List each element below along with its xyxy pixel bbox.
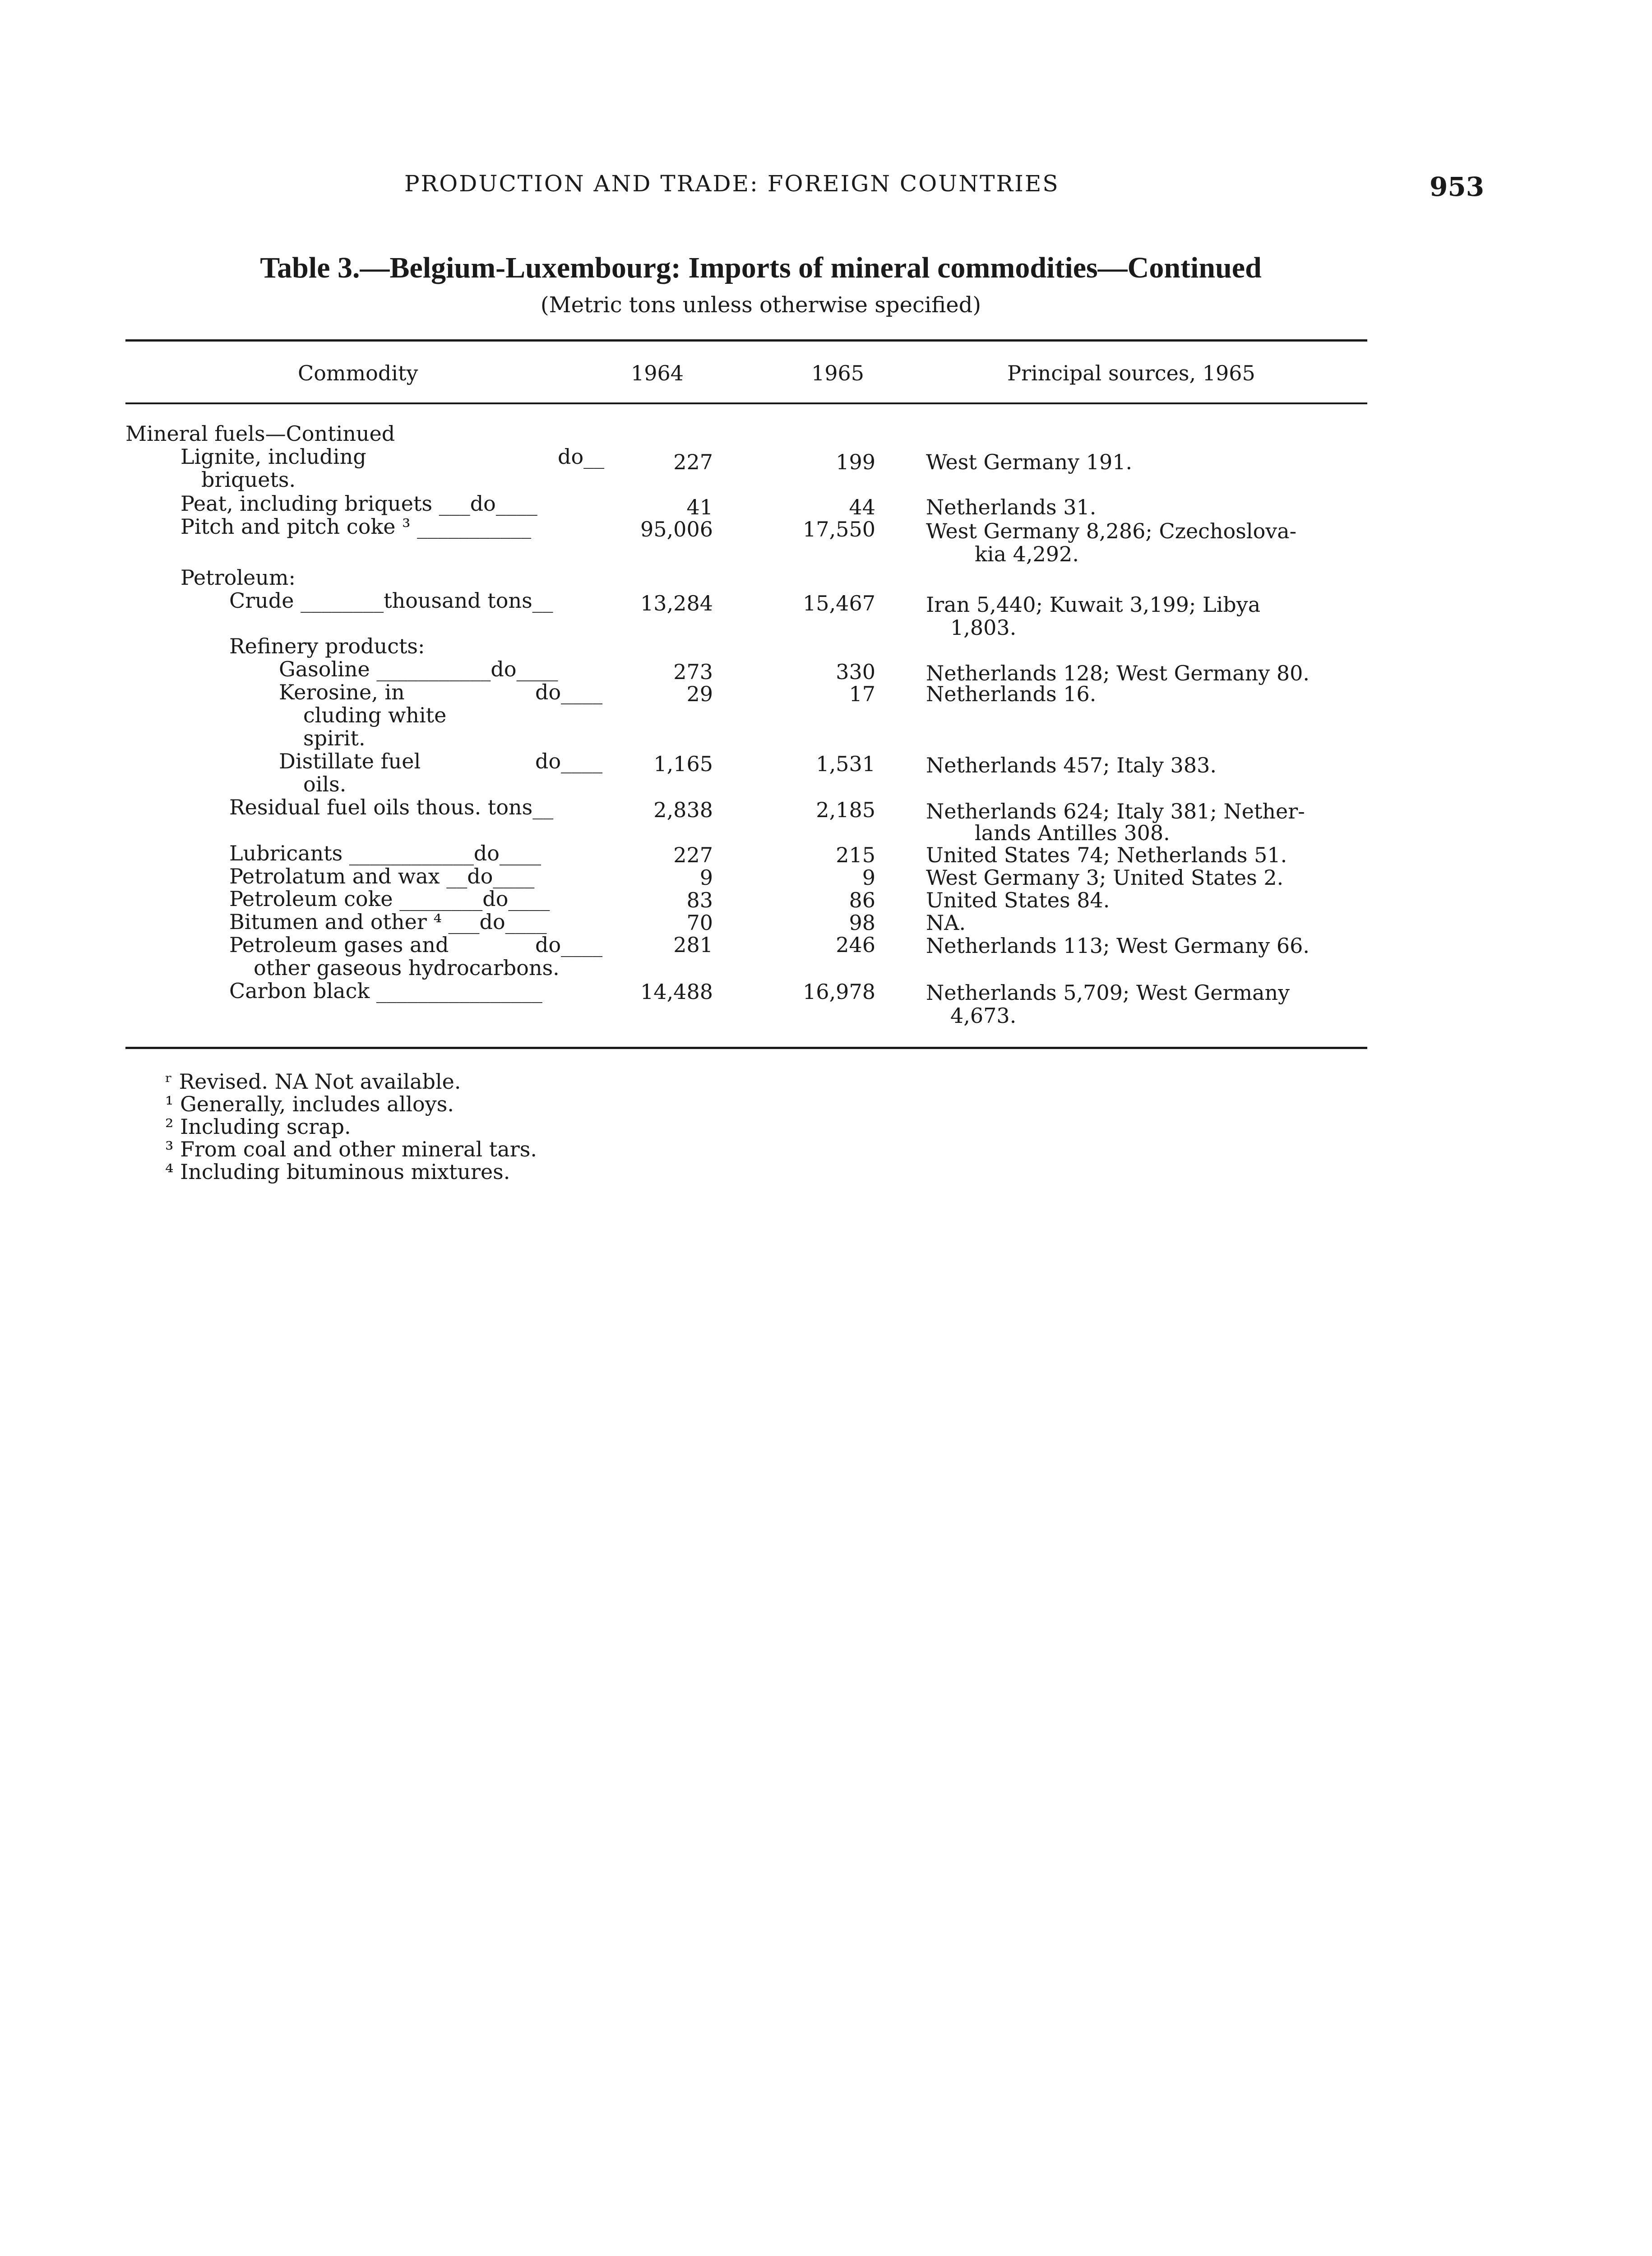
principal-sources: Netherlands 457; Italy 383. (926, 753, 1217, 777)
principal-sources-cont: kia 4,292. (975, 542, 1079, 566)
principal-sources: West Germany 3; United States 2. (926, 865, 1284, 890)
value-1964: 227 (673, 450, 713, 474)
commodity-label-cont: other gaseous hydrocarbons. (254, 956, 560, 980)
commodity-label: Lubricants ____________do____ (229, 841, 541, 865)
principal-sources: United States 74; Netherlands 51. (926, 843, 1287, 867)
column-header-1964: 1964 (631, 361, 684, 385)
value-1965: 199 (836, 450, 875, 474)
value-1965: 15,467 (803, 591, 875, 615)
principal-sources-cont: lands Antilles 308. (975, 821, 1170, 845)
commodity-label: Pitch and pitch coke ³ ___________ (180, 514, 532, 539)
value-1964: 83 (686, 888, 713, 912)
value-1964: 1,165 (653, 752, 713, 776)
table-title: Table 3.—Belgium-Luxembourg: Imports of mineral commodities—Continued (260, 251, 1262, 284)
principal-sources: Netherlands 113; West Germany 66. (926, 934, 1310, 958)
page-number: 953 (1430, 171, 1485, 202)
commodity-label-cont: spirit. (303, 726, 366, 750)
unit-label: do____ (535, 680, 603, 704)
value-1965: 98 (849, 911, 875, 935)
bottom-rule (125, 1047, 1367, 1049)
principal-sources: West Germany 8,286; Czechoslova- (926, 519, 1297, 543)
value-1965: 330 (836, 660, 875, 684)
group-label-petroleum: Petroleum: (180, 565, 296, 590)
value-1964: 13,284 (640, 591, 713, 615)
value-1965: 16,978 (803, 980, 875, 1004)
commodity-label: Peat, including briquets ___do____ (180, 491, 537, 516)
header-rule (125, 402, 1367, 404)
footnote: ² Including scrap. (165, 1114, 351, 1139)
commodity-label: Lignite, including (180, 444, 366, 469)
principal-sources: United States 84. (926, 888, 1110, 912)
principal-sources-cont: 4,673. (950, 1003, 1017, 1028)
footnote: ʳ Revised. NA Not available. (165, 1069, 461, 1094)
principal-sources-cont: 1,803. (950, 615, 1017, 640)
column-header-sources: Principal sources, 1965 (1007, 361, 1255, 385)
value-1965: 17 (849, 682, 875, 706)
value-1964: 9 (699, 865, 713, 890)
commodity-label: Kerosine, in (279, 680, 405, 704)
value-1965: 246 (836, 933, 875, 957)
footnote: ³ From coal and other mineral tars. (165, 1137, 537, 1161)
section-label-mineral-fuels: Mineral fuels—Continued (125, 421, 395, 446)
value-1964: 41 (686, 495, 713, 519)
value-1965: 215 (836, 843, 875, 867)
value-1964: 281 (673, 933, 713, 957)
top-rule (125, 339, 1367, 342)
column-header-commodity: Commodity (298, 361, 418, 385)
value-1965: 17,550 (803, 517, 875, 541)
commodity-label: Distillate fuel (279, 749, 421, 773)
commodity-label: Residual fuel oils thous. tons__ (229, 795, 554, 819)
value-1964: 227 (673, 843, 713, 867)
commodity-label: Gasoline ___________do____ (279, 657, 558, 681)
principal-sources: Netherlands 16. (926, 682, 1097, 706)
group-label-refinery-products: Refinery products: (229, 634, 425, 658)
commodity-label-cont: oils. (303, 772, 347, 796)
commodity-label: Bitumen and other ⁴ ___do____ (229, 910, 547, 934)
commodity-label: Petroleum coke ________do____ (229, 887, 550, 911)
footnote: ⁴ Including bituminous mixtures. (165, 1160, 510, 1184)
value-1965: 1,531 (816, 752, 875, 776)
unit-label: do____ (535, 749, 603, 773)
commodity-label: Petrolatum and wax __do____ (229, 864, 535, 888)
running-header: PRODUCTION AND TRADE: FOREIGN COUNTRIES (404, 171, 1060, 197)
value-1965: 9 (862, 865, 875, 890)
commodity-label: Crude ________thousand tons__ (229, 588, 553, 613)
value-1964: 273 (673, 660, 713, 684)
value-1964: 2,838 (653, 798, 713, 822)
value-1965: 86 (849, 888, 875, 912)
value-1964: 70 (686, 911, 713, 935)
value-1964: 29 (686, 682, 713, 706)
principal-sources: Iran 5,440; Kuwait 3,199; Libya (926, 592, 1261, 617)
value-1964: 95,006 (640, 517, 713, 541)
commodity-label: Carbon black ________________ (229, 979, 542, 1003)
unit-label: do__ (558, 444, 605, 469)
value-1964: 14,488 (640, 980, 713, 1004)
unit-label: do____ (535, 933, 603, 957)
commodity-label: Petroleum gases and (229, 933, 449, 957)
principal-sources: Netherlands 624; Italy 381; Nether- (926, 799, 1305, 823)
footnote: ¹ Generally, includes alloys. (165, 1092, 454, 1116)
table-subtitle: (Metric tons unless otherwise specified) (540, 292, 981, 318)
principal-sources: NA. (926, 911, 966, 935)
column-header-1965: 1965 (811, 361, 865, 385)
principal-sources: Netherlands 128; West Germany 80. (926, 661, 1310, 685)
commodity-label-cont: briquets. (201, 467, 296, 492)
principal-sources: West Germany 191. (926, 450, 1133, 474)
principal-sources: Netherlands 31. (926, 495, 1097, 519)
value-1965: 2,185 (816, 798, 875, 822)
value-1965: 44 (849, 495, 875, 519)
principal-sources: Netherlands 5,709; West Germany (926, 980, 1290, 1005)
commodity-label-cont: cluding white (303, 703, 447, 727)
